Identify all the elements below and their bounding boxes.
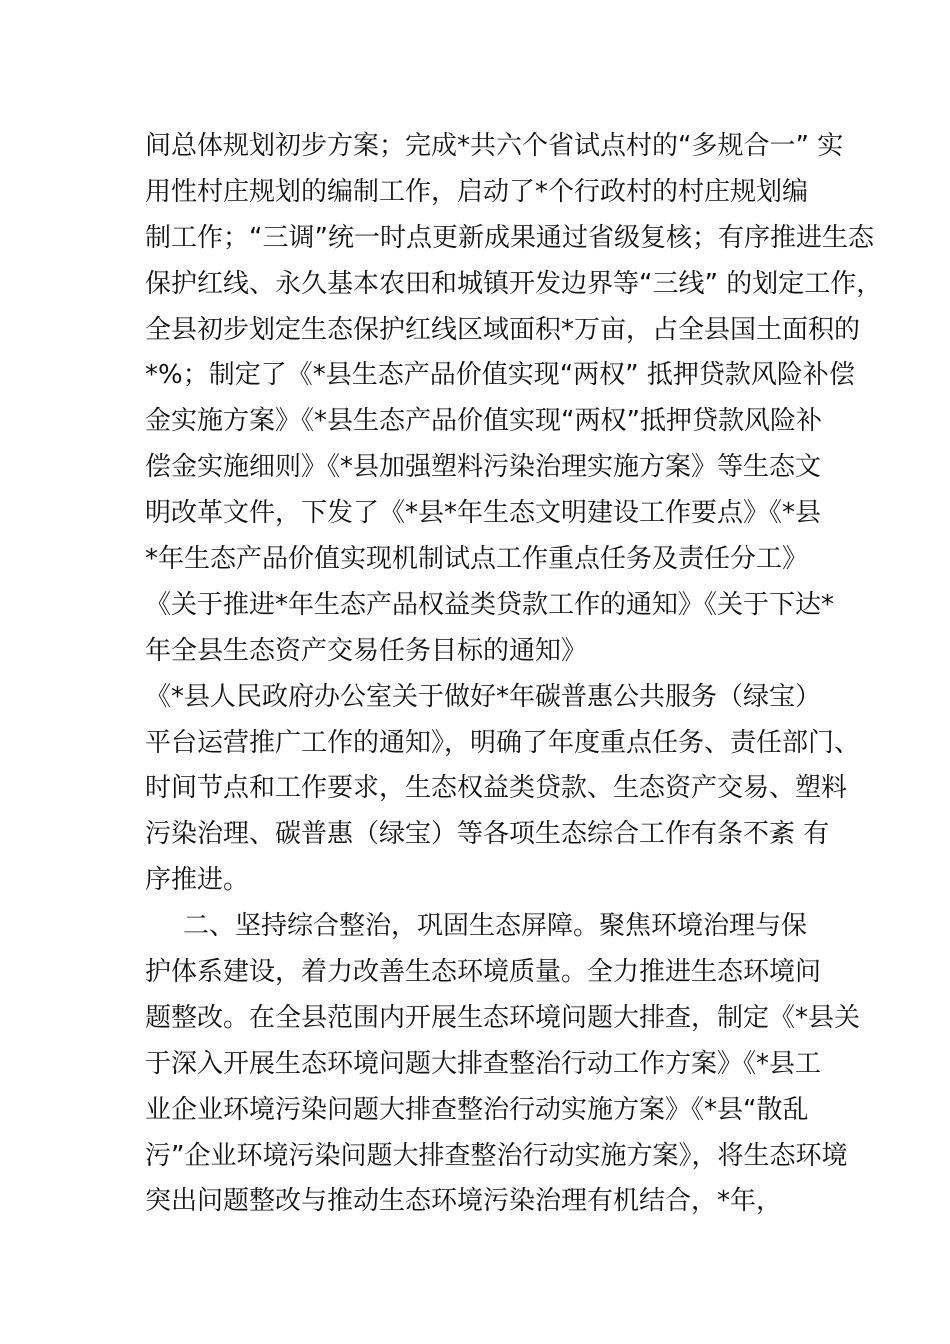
body-text (145, 124, 883, 1225)
text-line: 间总体规划初步方案；完成*共六个省试点村的“多规合一” 实 (145, 131, 844, 161)
text-line: 《*县人民政府办公室关于做好*年碳普惠公共服务（绿宝） (145, 681, 822, 712)
text-line: 序推进。 (145, 865, 250, 896)
text-line: 于深入开展生态环境问题大排查整治行动工作方案》《*县工 (145, 1048, 822, 1079)
text-line: 污”企业环境污染问题大排查整治行动实施方案》，将生态环境 (145, 1140, 848, 1171)
text-line: 污染治理、碳普惠（绿宝）等各项生态综合工作有条不紊 有 (145, 819, 830, 850)
text-line: 用性村庄规划的编制工作，启动了*个行政村的村庄规划编 (145, 176, 809, 207)
text-line: 题整改。在全县范围内开展生态环境问题大排查，制定《*县关 (145, 1002, 861, 1033)
text-line: *%；制定了《*县生态产品价值实现“两权” 抵押贷款风险补偿 (145, 360, 855, 391)
text-line: 年全县生态资产交易任务目标的通知》 (145, 635, 588, 666)
text-line: 全县初步划定生态保护红线区域面积*万亩，占全县国土面积的 (145, 314, 861, 345)
text-line: 偿金实施细则》《*县加强塑料污染治理实施方案》等生态文 (145, 452, 822, 483)
text-line: 平台运营推广工作的通知》，明确了年度重点任务、责任部门、 (145, 727, 861, 758)
text-line: 护体系建设，着力改善生态环境质量。全力推进生态环境问 (145, 957, 822, 988)
section-heading-line: 二、坚持综合整治，巩固生态屏障。聚焦环境治理与保 (183, 911, 808, 942)
text-line: 制工作；“三调”统一时点更新成果通过省级复核；有序推进生态 (145, 222, 874, 253)
text-line: 保护红线、永久基本农田和城镇开发边界等“三线” 的划定工作， (145, 268, 883, 299)
text-line: 《关于推进*年生态产品权益类贷款工作的通知》《关于下达* (145, 589, 835, 620)
text-line: 时间节点和工作要求，生态权益类贷款、生态资产交易、塑料 (145, 773, 848, 804)
text-line: *年生态产品价值实现机制试点工作重点任务及责任分工》 (145, 544, 809, 575)
text-line: 明改革文件，下发了《*县*年生态文明建设工作要点》《*县 (145, 498, 822, 529)
text-line: 业企业环境污染问题大排查整治行动实施方案》《*县“散乱 (145, 1094, 809, 1125)
text-line: 突出问题整改与推动生态环境污染治理有机结合，*年， (145, 1186, 783, 1217)
text-line: 金实施方案》《*县生态产品价值实现“两权”抵押贷款风险补 (145, 406, 822, 437)
